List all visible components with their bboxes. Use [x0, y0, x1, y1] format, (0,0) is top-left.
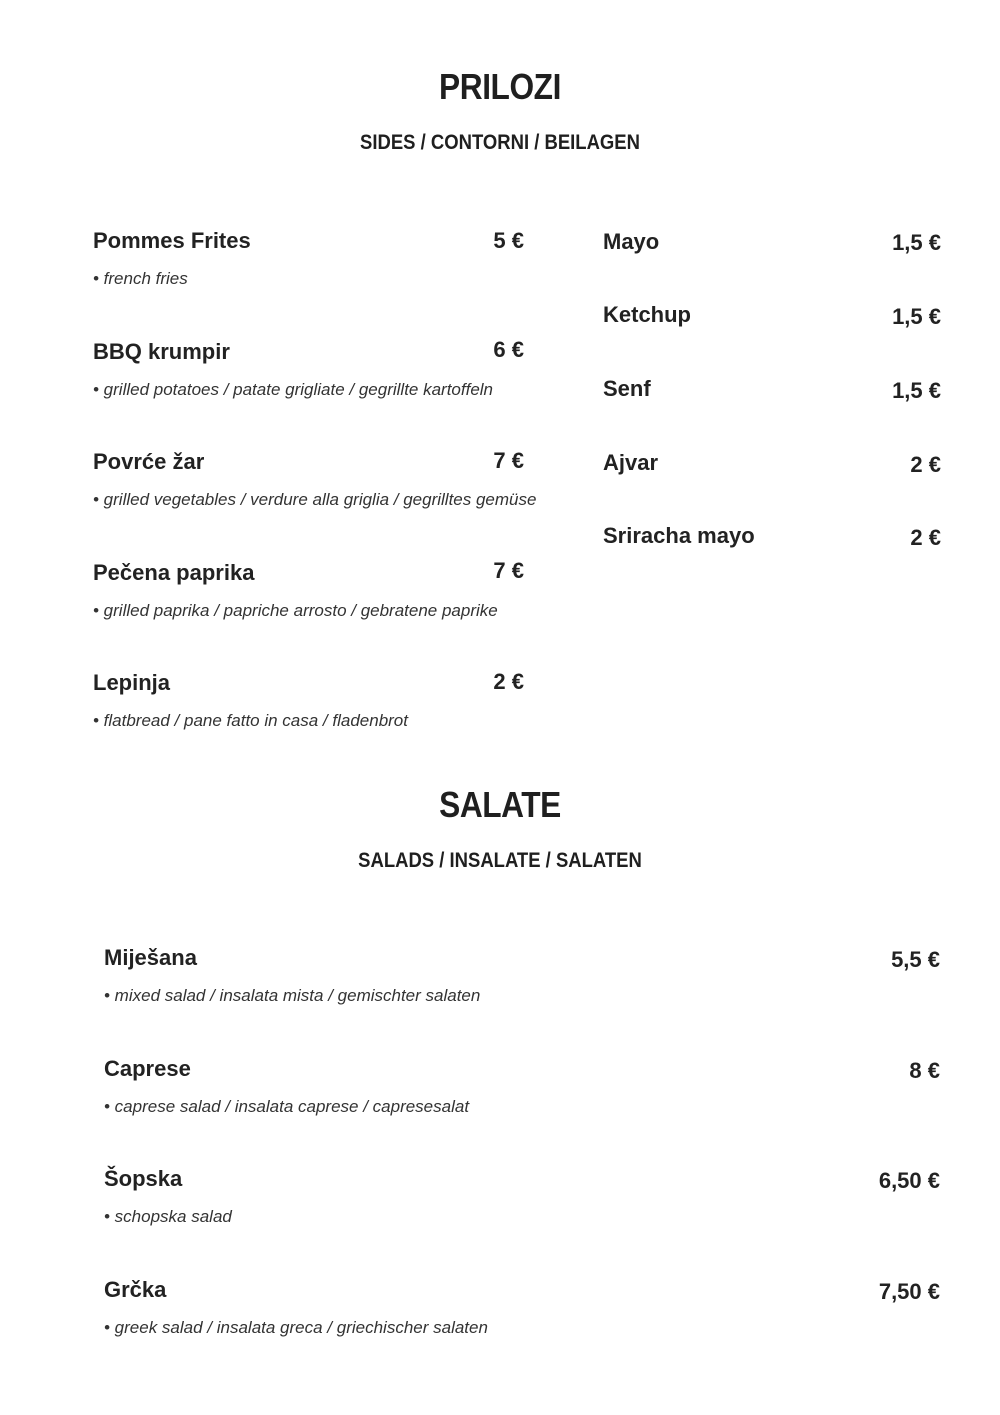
- section-subtitle-prilozi: SIDES / CONTORNI / BEILAGEN: [360, 131, 640, 154]
- menu-item-price: 2 €: [493, 669, 524, 694]
- menu-item-name: BBQ krumpir: [93, 339, 230, 364]
- sauce-name: Ajvar: [603, 450, 659, 475]
- menu-item-description: • grilled potatoes / patate grigliate / gegrillte kartoffeln: [93, 380, 494, 399]
- menu-item-price: 7,50 €: [878, 1279, 940, 1304]
- menu-item-name: Povrće žar: [93, 449, 205, 474]
- section-title-prilozi: PRILOZI: [439, 66, 561, 107]
- sauce-price: 2 €: [910, 525, 941, 550]
- menu-item-name: Lepinja: [93, 670, 171, 695]
- menu-item-description: • mixed salad / insalata mista / gemischter salaten: [104, 986, 481, 1005]
- menu-item-description: • french fries: [93, 269, 188, 288]
- menu-item-name: Pečena paprika: [93, 560, 255, 585]
- menu-item-price: 6 €: [493, 337, 524, 362]
- menu-item-name: Pommes Frites: [93, 228, 251, 253]
- menu-item-price: 6,50 €: [878, 1168, 940, 1193]
- menu-item-description: • caprese salad / insalata caprese / capresesalat: [104, 1097, 470, 1116]
- menu-item-price: 7 €: [493, 448, 524, 473]
- menu-item-name: Šopska: [104, 1166, 183, 1191]
- section-title-salate: SALATE: [439, 784, 561, 825]
- menu-item-description: • flatbread / pane fatto in casa / fladenbrot: [93, 711, 408, 730]
- menu-item-name: Grčka: [104, 1277, 167, 1302]
- sauce-price: 1,5 €: [892, 304, 941, 329]
- menu-item-name: Caprese: [104, 1056, 191, 1081]
- sauce-price: 2 €: [910, 452, 941, 477]
- sauce-name: Senf: [603, 376, 651, 401]
- menu-item-description: • grilled paprika / papriche arrosto / gebratene paprike: [93, 601, 498, 620]
- menu-item-description: • greek salad / insalata greca / griechischer salaten: [104, 1318, 488, 1337]
- sauce-price: 1,5 €: [892, 230, 941, 255]
- menu-item-name: Miješana: [104, 945, 197, 970]
- menu-item-price: 8 €: [909, 1058, 940, 1083]
- menu-item-price: 5 €: [493, 228, 524, 253]
- sauce-name: Sriracha mayo: [603, 523, 755, 548]
- menu-item-description: • grilled vegetables / verdure alla griglia / gegrilltes gemüse: [93, 490, 537, 509]
- menu-item-price: 7 €: [493, 558, 524, 583]
- menu-item-description: • schopska salad: [104, 1207, 232, 1226]
- menu-item-price: 5,5 €: [891, 947, 940, 972]
- sauce-price: 1,5 €: [892, 378, 941, 403]
- sauce-name: Ketchup: [603, 302, 691, 327]
- section-subtitle-salate: SALADS / INSALATE / SALATEN: [358, 849, 642, 872]
- sauce-name: Mayo: [603, 229, 660, 254]
